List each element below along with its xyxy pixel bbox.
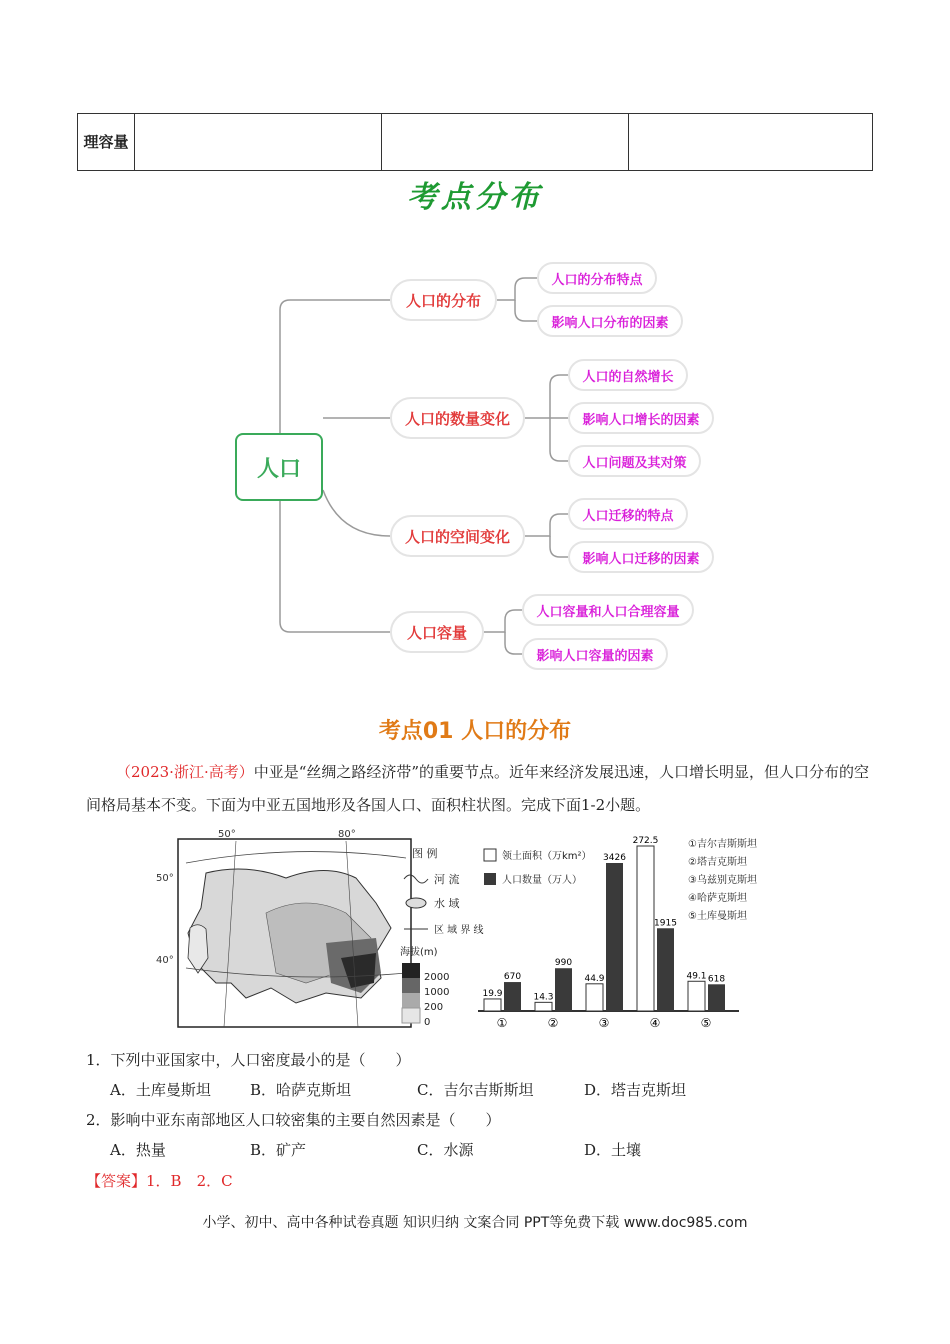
data-label-area: 49.1 [686,971,707,982]
bar-area [688,981,705,1011]
mindmap-leaf: 影响人口容量的因素 [522,638,668,670]
mindmap-branch: 人口容量 [390,611,484,653]
data-label-area: 272.5 [632,836,659,846]
category-label: ③ [598,1016,610,1030]
mindmap-branch: 人口的分布 [390,279,497,321]
mindmap-leaf: 人口问题及其对策 [568,445,701,477]
chart-legend-item: 领土面积（万km²） [502,851,592,862]
mindmap-leaf: 人口迁移的特点 [568,498,688,530]
question-source: （2023·浙江·高考） [116,763,254,781]
connector [323,490,390,536]
map-legend-item: 区 域 界 线 [434,925,484,936]
lat-label: 40° [156,955,174,966]
elevation-tick: 0 [424,1017,431,1028]
category-label: ① [496,1016,508,1030]
section-banner: 考点分布 [407,180,543,215]
lat-label: 50° [156,873,174,884]
page-footer: 小学、初中、高中各种试卷真题 知识归纳 文案合同 PPT等免费下载 www.doc985.com [202,1215,748,1231]
country-key: ⑤土库曼斯坦 [688,911,747,922]
mindmap-branch: 人口的数量变化 [390,397,525,439]
connector [550,418,568,461]
connector [497,278,537,300]
connector [525,375,568,418]
category-label: ⑤ [700,1016,712,1030]
data-label-population: 670 [503,972,522,983]
option: C．吉尔吉斯斯坦 [417,1081,534,1099]
bar-population [606,863,623,1011]
map-legend-item: 水 域 [434,897,460,910]
answer-text: 1．B 2．C [146,1172,233,1190]
lon-label: 50° [218,829,236,840]
country-key: ①吉尔吉斯斯坦 [688,839,757,850]
mindmap-root: 人口 [235,433,323,501]
country-key: ③乌兹别克斯坦 [688,875,757,886]
category-label: ② [547,1016,559,1030]
bar-population [555,968,572,1011]
chart-legend-item: 人口数量（万人） [502,875,582,886]
figure-map-and-chart [156,829,780,1036]
connector [515,300,537,321]
bar-population [504,982,521,1011]
legend-swatch-area [484,849,496,861]
bar-population [708,984,725,1011]
connector [484,610,522,632]
connector [505,632,522,654]
category-label: ④ [649,1016,661,1030]
mindmap-leaf: 人口容量和人口合理容量 [522,594,694,626]
connector [525,514,568,536]
option: B．矿产 [250,1141,307,1159]
mindmap-leaf: 影响人口迁移的因素 [568,541,714,573]
data-label-area: 19.9 [482,988,503,999]
option: A．热量 [110,1141,166,1159]
option: D．土壤 [584,1141,642,1159]
mindmap-leaf: 人口的自然增长 [568,359,688,391]
data-label-population: 990 [554,958,573,969]
option: A．土库曼斯坦 [110,1081,211,1099]
bar-area [586,984,603,1011]
elevation-title: 海拔(m) [400,947,438,958]
data-label-area: 14.3 [533,992,554,1003]
elevation-tick: 2000 [424,972,450,983]
legend-swatch-pop [484,873,496,885]
bar-area [637,846,654,1011]
section-title: 考点01 人口的分布 [378,719,572,744]
question-intro [86,756,876,822]
option: B．哈萨克斯坦 [250,1081,352,1099]
option: C．水源 [417,1141,474,1159]
elevation-tick: 1000 [424,987,450,998]
country-key: ②塔吉克斯坦 [688,857,747,868]
elevation-tick: 200 [424,1002,444,1013]
country-key: ④哈萨克斯坦 [688,893,747,904]
map-legend-item: 河 流 [434,873,460,886]
option: D．塔吉克斯坦 [584,1081,687,1099]
mindmap-leaf: 影响人口增长的因素 [568,402,714,434]
answer [86,1169,233,1193]
mindmap-leaf: 人口的分布特点 [537,262,657,294]
connector [280,300,390,433]
intro-text: 中亚是“丝绸之路经济带”的重要节点。近年来经济发展迅速，人口增长明显，但人口分布的空间格局基本不变。下面为中亚五国地形及各国人口、面积柱状图。完成下面1-2小题。 [86,763,870,814]
table-first-cell-text: 理容量 [83,133,129,151]
question-1-stem: 1．下列中亚国家中，人口密度最小的是（ ） [86,1051,411,1069]
map-legend-title: 图 例 [412,847,438,860]
data-label-population: 1915 [654,918,677,929]
connector [550,536,568,557]
data-label-population: 3426 [603,853,626,863]
mindmap-leaf: 影响人口分布的因素 [537,305,683,337]
data-label-area: 44.9 [584,973,605,984]
lon-label: 80° [338,829,356,840]
bar-area [484,999,501,1011]
data-label-population: 618 [707,974,726,985]
bar-population [657,928,674,1011]
mindmap-branch: 人口的空间变化 [390,515,525,557]
question-2-stem: 2．影响中亚东南部地区人口较密集的主要自然因素是（ ） [86,1111,501,1129]
water-icon [406,898,426,908]
bar-area [535,1002,552,1011]
answer-label: 【答案】 [86,1172,147,1190]
connector [280,501,390,632]
